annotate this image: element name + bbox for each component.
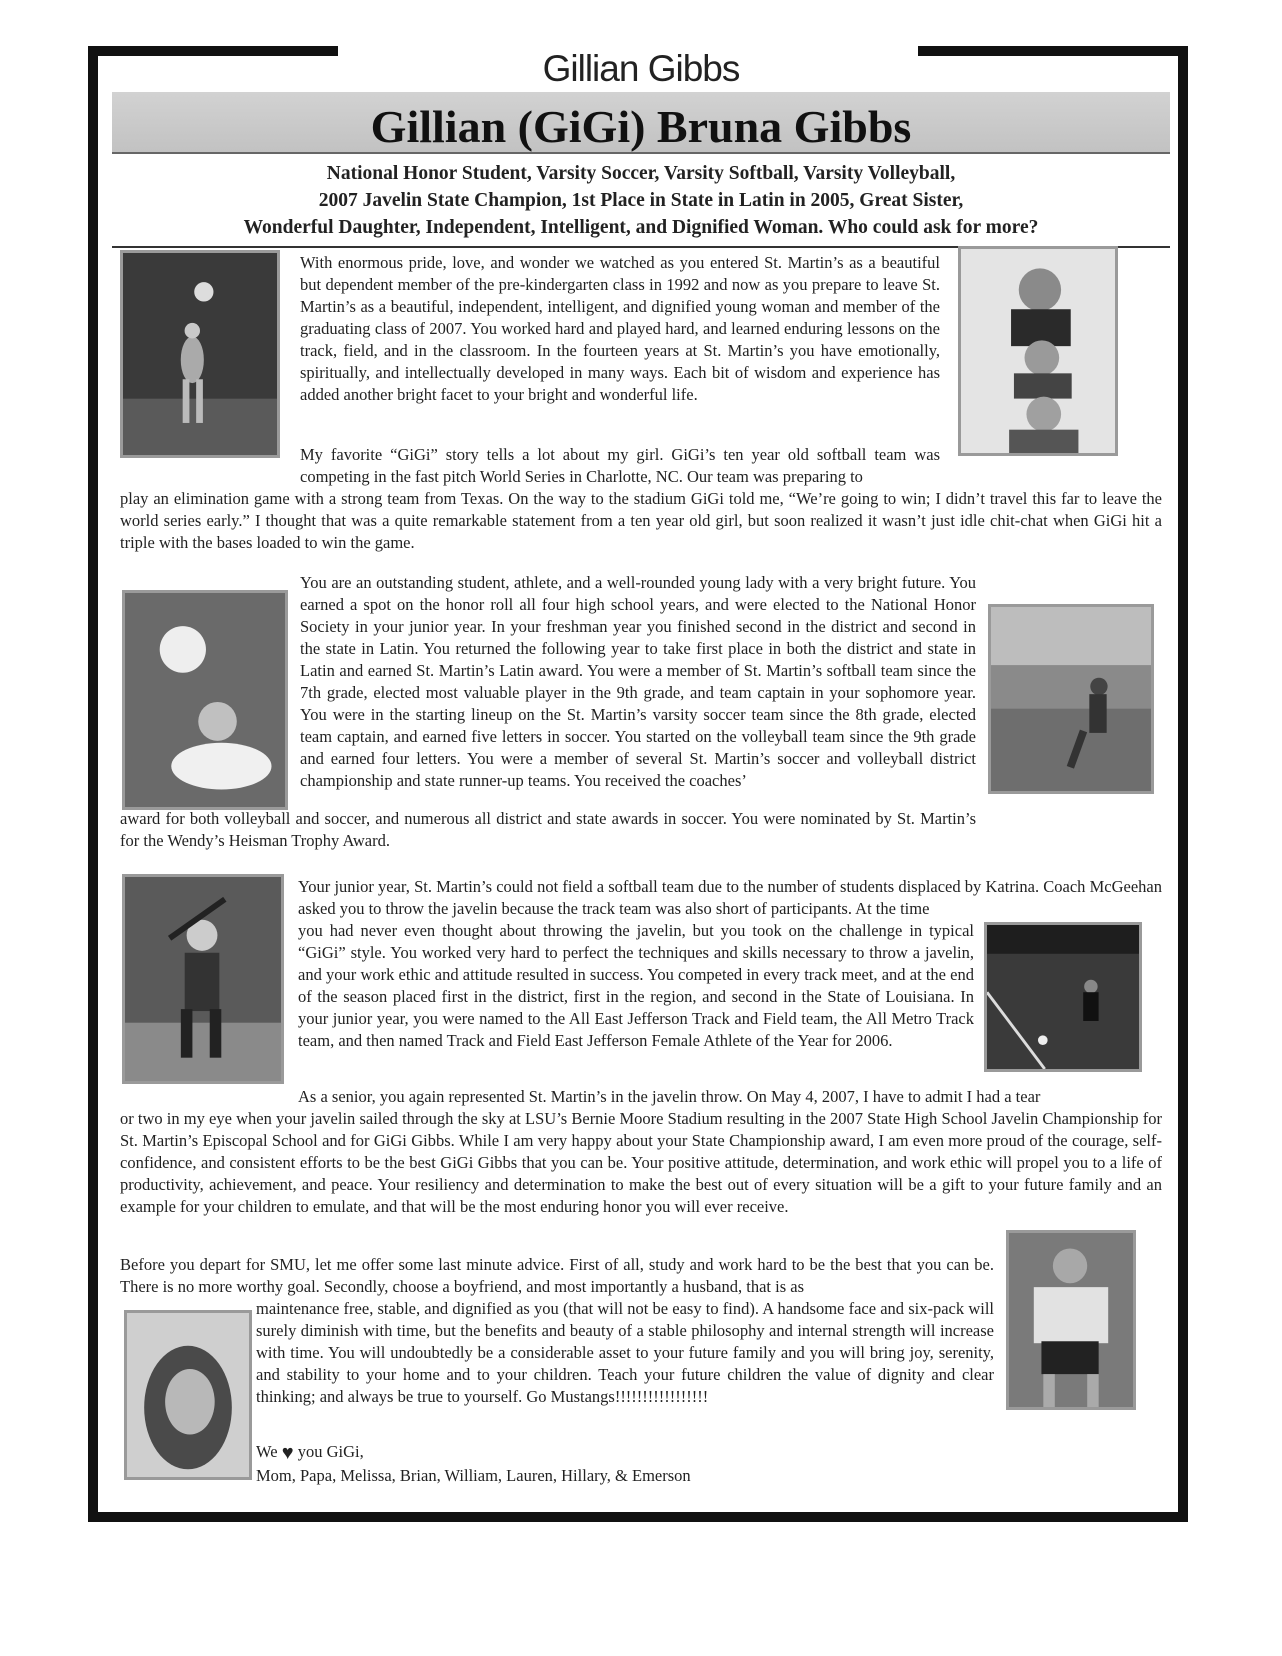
honors-line: 2007 Javelin State Champion, 1st Place in State in Latin in 2005, Great Sister, (318, 190, 964, 211)
signature-you-gigi: you GiGi, (297, 1442, 364, 1461)
honors-list (120, 160, 1162, 241)
paragraph-senior: or two in my eye when your javelin sailed through the sky at LSU’s Bernie Moore Stadium resulting in the 2007 State High School Javelin Championship for St. Martin’s Episcopal School and for GiGi Gibbs. While I am very happy about your State Championship award, I am even more proud of the courage, self-confidence, and consistent efforts to be the best GiGi Gibbs that you can be. Your positive attitude, determination, and work ethic will propel you to a life of productivity, achievement, and peace. Your resiliency and determination to make the best out of every situation will be a gift to your future family and an example for your children to emulate, and that will be the most enduring honor you will ever receive. (120, 1109, 1162, 1216)
signature-line (256, 1440, 691, 1464)
soccer-portrait-photo (122, 590, 288, 810)
goalkeeper-photo (1006, 1230, 1136, 1410)
honors-line: Wonderful Daughter, Independent, Intelligent, and Dignified Woman. Who could ask for more? (243, 217, 1039, 238)
honors-line: National Honor Student, Varsity Soccer, Varsity Softball, Varsity Volleyball, (326, 163, 956, 184)
signature-we: We (256, 1442, 278, 1461)
paragraph-intro: With enormous pride, love, and wonder we watched as you entered St. Martin’s as a beautiful but dependent member of the pre-kindergarten class in 1992 and now as you prepare to leave St. Martin’s as a beautiful, independent, intelligent, and dignified young woman and member of the graduating class of 2007. You worked hard and played hard, and learned enduring lessons on the track, field, and in the classroom. In the fourteen years at St. Martin’s you have emotionally, spiritually, and intellectually developed in many ways. Each bit of wisdom and experience has added another bright facet to your bright and wonderful life. (300, 253, 940, 404)
paragraph-senior-lead: As a senior, you again represented St. Martin’s in the javelin throw. On May 4, 2007, I have to admit I had a tear (298, 1087, 1041, 1106)
page-title-small: Gillian Gibbs (542, 48, 740, 89)
page-title: Gillian (GiGi) Bruna Gibbs (370, 101, 912, 152)
volleyball-photo (120, 250, 280, 458)
signature (256, 1440, 691, 1488)
paragraph-achievements: You are an outstanding student, athlete, and a well-rounded young lady with a very bright future. You earned a spot on the honor roll all four high school years, and were elected to the National Honor Society in your junior year. In your freshman year you finished second in the district and second in the state in Latin. You returned the following year to take first place in both the district and state in Latin and earned St. Martin’s Latin award. You were a member of St. Martin’s softball team since the 7th grade, elected most valuable player in the 9th grade, and team captain in your sophomore year. You were in the starting lineup on the St. Martin’s varsity soccer team since the 8th grade, elected team captain, and earned five letters in soccer. You started on the volleyball team since the 9th grade and earned four letters. You were a member of several St. Martin’s soccer and volleyball district championship and state runner-up teams. You received the coaches’ (300, 573, 976, 790)
heart-icon: ♥ (281, 1442, 294, 1464)
paragraph-advice-lead: Before you depart for SMU, let me offer some last minute advice. First of all, study and work hard to be the best that you can be. There is no more worthy goal. Secondly, choose a boyfriend, and most importantly a husband, that is as (120, 1255, 994, 1296)
paragraph-javelin: you had never even thought about throwing the javelin, but you took on the challenge in typical “GiGi” style. You worked very hard to perfect the techniques and skills necessary to throw a javelin, and your work ethic and attitude resulted in success. You competed in every track meet, and at the end of the season placed first in the district, first in the region, and second in the State of Louisiana. In your junior year, you were named to the All East Jefferson Track and Field team, the All Metro Track team, and then named Track and Field East Jefferson Female Athlete of the Year for 2006. (298, 921, 974, 1050)
paragraph-story-lead: My favorite “GiGi” story tells a lot about my girl. GiGi’s ten year old softball team was competing in the fast pitch World Series in Charlotte, NC. Our team was preparing to (300, 445, 940, 486)
field-action-photo (984, 922, 1142, 1072)
softball-photo (122, 874, 284, 1084)
paragraph-advice: maintenance free, stable, and dignified as you (that will not be easy to find). A handsome face and six-pack will surely diminish with time, but the benefits and beauty of a stable philosophy and internal strength will increase with time. You will undoubtedly be a considerable asset to your future family and you will bring joy, serenity, and stability to your home and to your children. Teach your future children the value of dignity and clear thinking; and always be true to yourself. Go Mustangs!!!!!!!!!!!!!!!!! (256, 1299, 994, 1406)
friends-photo (958, 246, 1118, 456)
senior-portrait-photo (124, 1310, 252, 1480)
soccer-kick-photo (988, 604, 1154, 794)
paragraph-javelin-lead: Your junior year, St. Martin’s could not field a softball team due to the number of students displaced by Katrina. Coach McGeehan asked you to throw the javelin because the track team was also short of participants. At the time (298, 877, 1162, 918)
paragraph-achievements-tail: award for both volleyball and soccer, and numerous all district and state awards in soccer. You were nominated by St. Martin’s for the Wendy’s Heisman Trophy Award. (120, 809, 976, 850)
signature-family: Mom, Papa, Melissa, Brian, William, Lauren, Hillary, & Emerson (256, 1466, 691, 1485)
paragraph-story: play an elimination game with a strong team from Texas. On the way to the stadium GiGi told me, “We’re going to win; I didn’t travel this far to leave the world series early.” I thought that was a quite remarkable statement from a ten year old girl, but soon realized it wasn’t just idle chit-chat when GiGi hit a triple with the bases loaded to win the game. (120, 489, 1162, 552)
